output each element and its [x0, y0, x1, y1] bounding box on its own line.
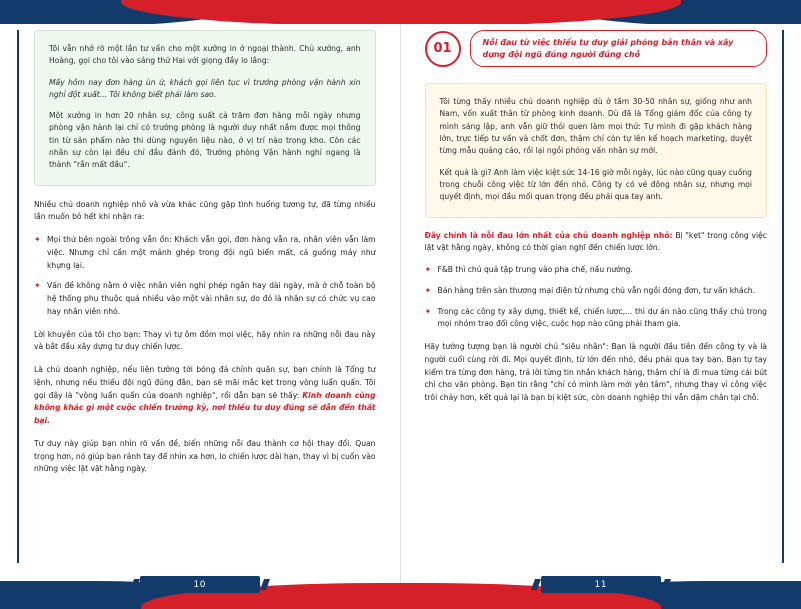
chapter-title: Nỗi đau từ việc thiếu tư duy giải phóng bản thân và xây dựng đội ngũ đúng người đúng chỗ — [470, 30, 768, 67]
list-item — [425, 264, 768, 277]
star-icon: ✦ — [34, 281, 41, 291]
right-page-number: 11 — [541, 576, 661, 593]
star-icon: ✦ — [424, 265, 432, 275]
strategy-paragraph-normal: Là chủ doanh nghiệp, nếu liên tưởng tới bóng đá chính quân sự, bạn chính là Tổng tư lệnh, nhưng nếu thiếu đội ngũ đúng đắn, bạn sẽ mãi mắc kẹt trong vòng luẩn quẩn. Tôi gọi đây là "vòng luẩn quẩn của doanh nghiệp", rồi dẫn bạn sẽ thấy: — [34, 365, 376, 400]
chapter-number-badge: 01 — [425, 31, 461, 67]
superhero-paragraph: Hãy tưởng tượng bạn là người chủ "siêu nhân": Bạn là người đầu tiên đến công ty và là người cuối cùng rời đi. Mọi quyết định, từ lớn đến nhỏ, đều phải qua tay bạn. Bạn tự tay kiểm tra từng đơn hàng, trả lời từng tin nhắn khách hàng, thậm chí là đi mua từng cái bút chì cho văn phòng. Bạn tin rằng "chỉ có mình làm mới yên tâm", nhưng thay vì công việc trôi chảy hơn, kết quả lại là bạn bị kiệt sức, còn doanh nghiệp thì vẫn dậm chân tại chỗ. — [424, 342, 767, 403]
list-item-text: Vấn đề không nằm ở việc nhân viên nghỉ phép ngắn hay dài ngày, mà ở chỗ toàn bộ hệ thống phụ thuộc quá nhiều vào một vài nhân sự, do đó là nhân sự có chức vụ cao hay nhân viên nhỏ. — [47, 281, 376, 316]
right-bullet-list — [425, 264, 768, 331]
list-item — [34, 280, 376, 318]
top-decorative-band — [0, 0, 801, 24]
pain-point-lead — [425, 230, 768, 256]
strategy-paragraph-highlight: Kinh doanh cùng không khác gì một cuộc chiến trường kỳ, nơi thiếu tư duy đúng sẽ dẫn đến thất bại. — [34, 390, 376, 426]
top-band-red-arc — [121, 0, 681, 24]
pain-point-lead-highlight: Đây chính là nỗi đau lớn nhất của chủ doanh nghiệp nhỏ: — [424, 230, 673, 240]
advice-paragraph: Lời khuyên của tôi cho bạn: Thay vì tự ôm đồm mọi việc, hãy nhìn ra những nỗi đau này và bắt đầu xây dựng tư duy chiến lược. — [34, 329, 376, 352]
pain-point-lead-rest: Bị "kẹt" trong công việc lặt vặt hằng ngày, không có thời gian nghĩ đến chiến lược lớn. — [424, 230, 767, 253]
case-study-box — [425, 83, 768, 217]
case-study-paragraph-2: Kết quả là gì? Anh làm việc kiệt sức 14-16 giờ mỗi ngày, lúc nào cũng quay cuồng trong chuỗi công việc từ lớn đến nhỏ. Công ty có vẻ đông nhân sự, nhưng mọi quyết định, mọi đầu mối quan trọng đều phải qua tay anh. — [439, 167, 752, 202]
left-edge-rule — [17, 30, 19, 563]
list-item — [34, 234, 376, 272]
anecdote-quote-box — [34, 30, 376, 186]
closing-paragraph: Tư duy này giúp bạn nhìn rõ vấn đề, biến những nỗi đau thành cơ hội thay đổi. Quan trọng hơn, nó giúp bạn rảnh tay để nhìn xa hơn, lo chiến lược dài hạn, thay vì bị cuốn vào những việc lặt vặt hằng ngày. — [34, 438, 376, 474]
star-icon: ✦ — [424, 285, 432, 295]
right-page — [401, 0, 801, 609]
star-icon: ✦ — [34, 235, 41, 245]
star-icon: ✦ — [424, 306, 432, 316]
chapter-header — [425, 30, 768, 67]
left-bullet-list — [34, 234, 376, 319]
list-item-text: Mọi thứ bên ngoài trông vẫn ổn: Khách vẫn gọi, đơn hàng vẫn ra, nhân viên vẫn làm việc. Nhưng chỉ cần một mảnh ghép trong đội ngũ biến mất, cả guồng máy như khựng lại. — [47, 235, 376, 270]
left-page-content — [34, 30, 376, 569]
list-item — [425, 285, 768, 298]
list-item — [425, 306, 768, 332]
list-item-text: F&B thì chủ quả tập trung vào pha chế, nấu nướng. — [437, 265, 633, 275]
strategy-paragraph — [34, 364, 376, 428]
quote-paragraph-1: Tôi vẫn nhớ rõ một lần tư vấn cho một xưởng in ở ngoại thành. Chủ xưởng, anh Hoàng, gọi cho tôi vào sáng thứ Hai với giọng đầy lo lắng: — [49, 44, 361, 66]
left-page-number: 10 — [140, 576, 260, 593]
list-item-text: Bán hàng trên sàn thương mại điện tử nhưng chủ vẫn ngồi đóng đơn, tư vấn khách. — [437, 285, 756, 295]
list-item-text: Trong các công ty xây dựng, thiết kế, chiến lược,... thì dự án nào cũng thấy chủ trong mọi nhóm trao đổi công việc, cuộc họp nào cũng phải tham gia. — [437, 306, 767, 329]
right-page-content — [425, 30, 768, 569]
intro-paragraph: Nhiều chủ doanh nghiệp nhỏ và vừa khác cũng gặp tình huống tương tự, đã từng nhiều lần muốn bỏ hết khi nhận ra: — [34, 199, 376, 222]
quote-paragraph-3: Một xưởng in hơn 20 nhân sự, công suất cả trăm đơn hàng mỗi ngày nhưng phòng vận hành lại chỉ có trưởng phòng là người duy nhất nắm được mọi thông tin từ sản phẩm nào thi dùng nguyên liệu nào, ở vị trí nào trong kho. Còn các nhân sự còn lại đều chỉ đầu đánh đó, Trưởng phòng Vận hành nghỉ ngang là thành "rắn mất đầu". — [49, 111, 361, 170]
bottom-decorative-band — [0, 581, 801, 609]
case-study-paragraph-1: Tôi từng thấy nhiều chủ doanh nghiệp dù ở tầm 30-50 nhân sự, giống như anh Nam, vốn xuất thân từ phòng kinh doanh. Dù đã là Tổng giám đốc của công ty mình sáng lập, anh vẫn giữ thói quen làm mọi thứ: Tự mình đi gặp khách hàng lớn, trực tiếp tư vấn và chốt đơn, thậm chí còn tự lên kế hoạch marketing, duyệt từng mẫu quảng cáo, rồi lại ngồi phỏng vấn nhân sự mới. — [439, 97, 752, 156]
quote-paragraph-italic: Mấy hôm nay đơn hàng ùn ứ, khách gọi liên tục vì trưởng phòng vận hành xin nghỉ đột xuất... Tôi không biết phải làm sao. — [49, 77, 361, 99]
right-edge-rule — [782, 30, 784, 563]
